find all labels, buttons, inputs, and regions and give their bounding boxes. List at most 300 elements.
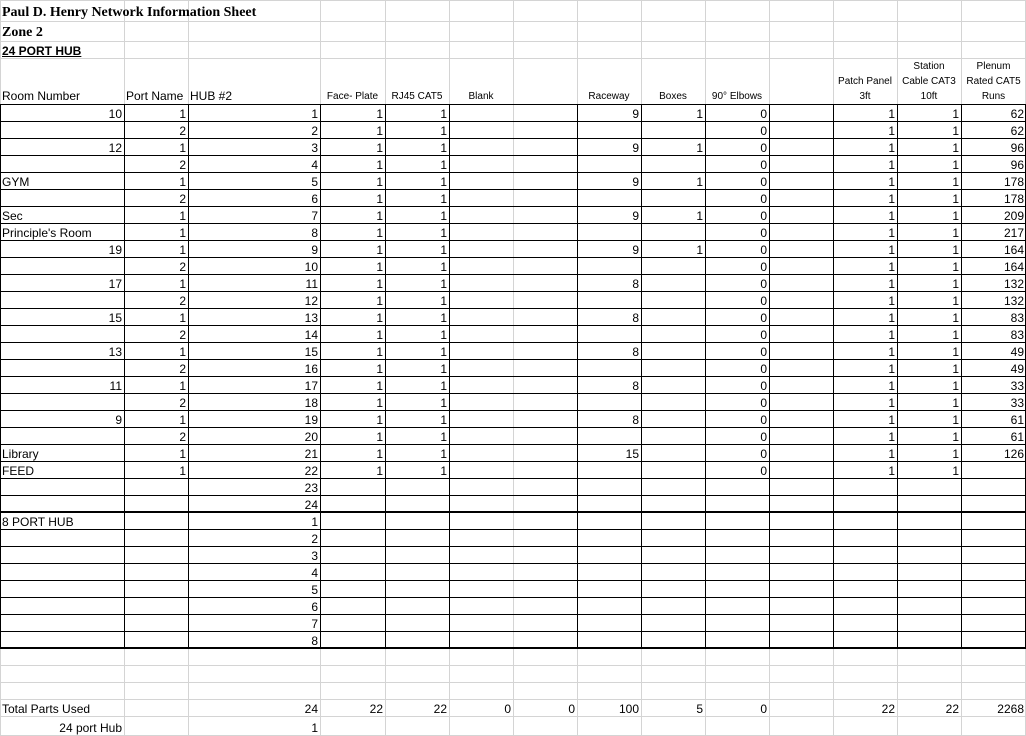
hub-port-cell[interactable]: 8 [311,226,318,240]
port-name-cell[interactable]: 1 [179,464,186,478]
plenum-cell[interactable]: 96 [1010,141,1024,155]
room-number-cell[interactable] [0,427,124,444]
rj45-cell[interactable]: 1 [440,243,447,257]
face-plate-cell[interactable]: 1 [376,464,383,478]
rj45-cell[interactable]: 1 [440,294,447,308]
hub-port-cell[interactable]: 2 [311,124,318,138]
port-name-cell[interactable]: 1 [179,311,186,325]
rj45-cell[interactable]: 1 [440,175,447,189]
raceway-cell[interactable] [577,461,641,478]
rj45-cell[interactable]: 1 [440,379,447,393]
elbows-cell[interactable]: 0 [760,362,767,376]
grid-line [0,597,1026,598]
face-plate-cell[interactable]: 1 [376,158,383,172]
station-cable-cell[interactable]: 1 [952,294,959,308]
plenum-cell[interactable]: 49 [1010,345,1024,359]
raceway-cell[interactable]: 9 [632,141,639,155]
room-number-cell[interactable]: 13 [108,345,122,359]
hub-port-cell[interactable]: 24 [304,498,318,512]
rj45-cell[interactable]: 1 [440,158,447,172]
room-number-cell[interactable] [0,393,124,410]
room-number-cell[interactable] [0,291,124,308]
station-cable-cell[interactable]: 1 [952,345,959,359]
boxes-cell[interactable]: 1 [696,141,703,155]
face-plate-cell[interactable] [320,495,385,512]
port-name-cell[interactable]: 1 [179,226,186,240]
header-boxes[interactable]: Boxes [659,91,687,102]
rj45-cell[interactable]: 1 [440,396,447,410]
sheet-title[interactable]: Paul D. Henry Network Information Sheet [2,5,257,20]
header-face-plate[interactable]: Face- Plate [326,91,379,102]
boxes-cell[interactable] [641,325,705,342]
plenum-cell[interactable]: 132 [1003,294,1024,308]
station-cable-cell[interactable] [897,478,961,495]
rj45-cell[interactable]: 1 [440,107,447,121]
port-name-cell[interactable]: 2 [179,260,186,274]
patch-panel-cell[interactable]: 1 [888,277,895,291]
boxes-cell[interactable] [641,291,705,308]
boxes-cell[interactable] [641,274,705,291]
hub-port-cell[interactable]: 9 [311,243,318,257]
patch-panel-cell[interactable]: 1 [888,311,895,325]
hub-port-cell[interactable]: 16 [304,362,318,376]
raceway-cell[interactable] [577,478,641,495]
hub8-port-cell[interactable]: 7 [311,617,318,631]
hub8-port-cell[interactable]: 5 [311,583,318,597]
patch-panel-cell[interactable]: 1 [888,396,895,410]
hub8-port-cell[interactable]: 1 [311,515,318,529]
room-number-cell[interactable] [0,325,124,342]
elbows-cell[interactable]: 0 [760,277,767,291]
total-blank-2[interactable]: 0 [568,702,575,716]
station-cable-cell[interactable]: 1 [952,362,959,376]
total-rj45[interactable]: 22 [433,702,447,716]
raceway-cell[interactable] [577,223,641,240]
room-number-cell[interactable] [0,121,124,138]
raceway-cell[interactable]: 8 [632,345,639,359]
station-cable-cell[interactable]: 1 [952,243,959,257]
station-cable-cell[interactable] [897,495,961,512]
raceway-cell[interactable]: 8 [632,277,639,291]
plenum-cell[interactable]: 33 [1010,396,1024,410]
total-patch-panel[interactable]: 22 [881,702,895,716]
elbows-cell[interactable]: 0 [760,413,767,427]
boxes-cell[interactable] [641,461,705,478]
plenum-cell[interactable]: 33 [1010,379,1024,393]
patch-panel-cell[interactable] [833,495,897,512]
hub-port-cell[interactable]: 7 [311,209,318,223]
room-number-cell[interactable]: 17 [108,277,122,291]
raceway-cell[interactable]: 8 [632,379,639,393]
raceway-cell[interactable] [577,325,641,342]
hub-port-cell[interactable]: 17 [304,379,318,393]
face-plate-cell[interactable]: 1 [376,175,383,189]
boxes-cell[interactable] [641,121,705,138]
patch-panel-cell[interactable]: 1 [888,158,895,172]
raceway-cell[interactable] [577,291,641,308]
port-name-cell[interactable]: 2 [179,124,186,138]
room-number-cell[interactable]: 12 [108,141,122,155]
elbows-cell[interactable]: 0 [760,328,767,342]
patch-panel-cell[interactable]: 1 [888,294,895,308]
station-cable-cell[interactable]: 1 [952,209,959,223]
face-plate-cell[interactable]: 1 [376,277,383,291]
total-plenum[interactable]: 2268 [997,702,1024,716]
boxes-cell[interactable]: 1 [696,209,703,223]
hub-count-value[interactable]: 1 [311,721,318,735]
hub-port-cell[interactable]: 11 [305,277,318,291]
elbows-cell[interactable]: 0 [760,396,767,410]
boxes-cell[interactable] [641,342,705,359]
rj45-cell[interactable]: 1 [440,209,447,223]
hub-port-cell[interactable]: 21 [304,447,318,461]
hub-port-cell[interactable]: 19 [304,413,318,427]
face-plate-cell[interactable]: 1 [376,379,383,393]
elbows-cell[interactable]: 0 [760,124,767,138]
patch-panel-cell[interactable]: 1 [888,175,895,189]
face-plate-cell[interactable]: 1 [376,345,383,359]
room-number-cell[interactable] [0,478,124,495]
header-rj45[interactable]: RJ45 CAT5 [391,91,443,102]
raceway-cell[interactable]: 8 [632,413,639,427]
raceway-cell[interactable] [577,121,641,138]
face-plate-cell[interactable]: 1 [376,447,383,461]
rj45-cell[interactable]: 1 [440,141,447,155]
rj45-cell[interactable]: 1 [440,192,447,206]
room-number-cell[interactable]: Library [2,447,39,461]
plenum-cell[interactable] [961,478,1026,495]
room-number-cell[interactable]: 15 [108,311,122,325]
plenum-cell[interactable]: 49 [1010,362,1024,376]
port-name-cell[interactable]: 1 [179,141,186,155]
boxes-cell[interactable] [641,478,705,495]
port-name-cell[interactable]: 1 [179,413,186,427]
rj45-cell[interactable]: 1 [440,447,447,461]
room-number-cell[interactable] [0,155,124,172]
hub8-port-cell[interactable]: 6 [311,600,318,614]
station-cable-cell[interactable]: 1 [952,226,959,240]
plenum-cell[interactable]: 83 [1010,328,1024,342]
patch-panel-cell[interactable]: 1 [888,362,895,376]
raceway-cell[interactable]: 8 [632,311,639,325]
patch-panel-cell[interactable]: 1 [888,447,895,461]
port-name-cell[interactable]: 2 [179,158,186,172]
zone-label[interactable]: Zone 2 [2,25,43,40]
hub-port-cell[interactable]: 18 [304,396,318,410]
face-plate-cell[interactable]: 1 [376,141,383,155]
port-name-cell[interactable]: 2 [179,328,186,342]
plenum-cell[interactable]: 83 [1010,311,1024,325]
raceway-cell[interactable]: 9 [632,243,639,257]
rj45-cell[interactable]: 1 [440,311,447,325]
elbows-cell[interactable]: 0 [760,311,767,325]
station-cable-cell[interactable]: 1 [952,260,959,274]
plenum-cell[interactable]: 132 [1003,277,1024,291]
rj45-cell[interactable]: 1 [440,362,447,376]
total-raceway[interactable]: 100 [618,702,639,716]
room-number-cell[interactable] [0,189,124,206]
plenum-cell[interactable] [961,495,1026,512]
room-number-cell[interactable]: GYM [2,175,30,189]
hub8-port-cell[interactable]: 4 [311,566,318,580]
plenum-cell[interactable]: 96 [1010,158,1024,172]
plenum-cell[interactable]: 217 [1003,226,1024,240]
face-plate-cell[interactable]: 1 [376,430,383,444]
hub8-port-cell[interactable]: 2 [311,532,318,546]
face-plate-cell[interactable]: 1 [376,311,383,325]
patch-panel-cell[interactable]: 1 [888,226,895,240]
port-name-cell[interactable]: 1 [179,379,186,393]
raceway-cell[interactable] [577,495,641,512]
boxes-cell[interactable] [641,444,705,461]
elbows-cell[interactable]: 0 [760,226,767,240]
rj45-cell[interactable]: 1 [440,413,447,427]
elbows-cell[interactable]: 0 [760,294,767,308]
patch-panel-cell[interactable]: 1 [888,379,895,393]
raceway-cell[interactable] [577,427,641,444]
boxes-cell[interactable] [641,155,705,172]
rj45-cell[interactable] [385,478,449,495]
patch-panel-cell[interactable]: 1 [888,464,895,478]
elbows-cell[interactable] [705,495,769,512]
total-elbows[interactable]: 0 [760,702,767,716]
room-number-cell[interactable]: 19 [108,243,122,257]
total-blank[interactable]: 0 [504,702,511,716]
header-raceway[interactable]: Raceway [588,91,630,102]
port-name-cell[interactable]: 2 [179,430,186,444]
hub-port-cell[interactable]: 3 [311,141,318,155]
hub-port-cell[interactable]: 14 [304,328,318,342]
room-number-cell[interactable]: 10 [108,107,122,121]
plenum-cell[interactable]: 126 [1003,447,1024,461]
raceway-cell[interactable] [577,359,641,376]
hub-port-cell[interactable]: 4 [311,158,318,172]
header-elbows[interactable]: 90° Elbows [711,91,763,102]
elbows-cell[interactable]: 0 [760,175,767,189]
port-name-cell[interactable]: 1 [179,243,186,257]
hub-port-cell[interactable]: 12 [304,294,318,308]
face-plate-cell[interactable] [320,478,385,495]
plenum-cell[interactable]: 61 [1010,413,1024,427]
elbows-cell[interactable] [705,478,769,495]
boxes-cell[interactable] [641,189,705,206]
rj45-cell[interactable] [385,495,449,512]
boxes-cell[interactable]: 1 [696,175,703,189]
elbows-cell[interactable]: 0 [760,379,767,393]
hub-port-cell[interactable]: 13 [304,311,318,325]
patch-panel-cell[interactable]: 1 [888,192,895,206]
patch-panel-cell[interactable]: 1 [888,209,895,223]
total-face-plate[interactable]: 22 [369,702,383,716]
station-cable-cell[interactable]: 1 [952,379,959,393]
patch-panel-cell[interactable]: 1 [888,141,895,155]
raceway-cell[interactable] [577,189,641,206]
header-blank[interactable]: Blank [468,91,494,102]
rj45-cell[interactable]: 1 [440,277,447,291]
port-name-cell[interactable]: 1 [179,277,186,291]
header-room-number[interactable]: Room Number [2,89,81,103]
header-port-name[interactable]: Port Name [126,89,184,103]
port-name-cell[interactable]: 1 [179,175,186,189]
patch-panel-cell[interactable]: 1 [888,243,895,257]
rj45-cell[interactable]: 1 [440,430,447,444]
face-plate-cell[interactable]: 1 [376,107,383,121]
patch-panel-cell[interactable]: 1 [888,345,895,359]
face-plate-cell[interactable]: 1 [376,243,383,257]
plenum-cell[interactable]: 209 [1003,209,1024,223]
station-cable-cell[interactable]: 1 [952,464,959,478]
plenum-cell[interactable]: 164 [1003,243,1024,257]
patch-panel-cell[interactable] [833,478,897,495]
room-number-cell[interactable] [0,257,124,274]
face-plate-cell[interactable]: 1 [376,192,383,206]
face-plate-cell[interactable]: 1 [376,209,383,223]
station-cable-cell[interactable]: 1 [952,396,959,410]
boxes-cell[interactable] [641,223,705,240]
port-name-cell[interactable] [124,495,188,512]
rj45-cell[interactable]: 1 [440,226,447,240]
port-name-cell[interactable]: 1 [179,209,186,223]
plenum-cell[interactable]: 61 [1010,430,1024,444]
plenum-cell[interactable]: 62 [1010,107,1024,121]
face-plate-cell[interactable]: 1 [376,124,383,138]
hub-port-cell[interactable]: 15 [304,345,318,359]
port-name-cell[interactable]: 2 [179,362,186,376]
hub-port-cell[interactable]: 20 [304,430,318,444]
elbows-cell[interactable]: 0 [760,209,767,223]
plenum-cell[interactable]: 62 [1010,124,1024,138]
port-name-cell[interactable] [124,478,188,495]
face-plate-cell[interactable]: 1 [376,413,383,427]
room-number-cell[interactable] [0,495,124,512]
station-cable-cell[interactable]: 1 [952,277,959,291]
hub-port-cell[interactable]: 10 [304,260,318,274]
hub-port-cell[interactable]: 22 [304,464,318,478]
rj45-cell[interactable]: 1 [440,328,447,342]
station-cable-cell[interactable]: 1 [952,447,959,461]
boxes-cell[interactable] [641,376,705,393]
boxes-cell[interactable] [641,393,705,410]
station-cable-cell[interactable]: 1 [952,124,959,138]
hub8-port-cell[interactable]: 3 [311,549,318,563]
room-number-cell[interactable]: Sec [2,209,23,223]
elbows-cell[interactable]: 0 [760,192,767,206]
header-hub[interactable]: HUB #2 [190,89,233,103]
section-24-port-hub[interactable]: 24 PORT HUB [2,44,82,58]
elbows-cell[interactable]: 0 [760,243,767,257]
port-name-cell[interactable]: 2 [179,396,186,410]
hub-port-cell[interactable]: 6 [311,192,318,206]
raceway-cell[interactable]: 9 [632,175,639,189]
rj45-cell[interactable]: 1 [440,260,447,274]
elbows-cell[interactable]: 0 [760,447,767,461]
patch-panel-cell[interactable]: 1 [888,124,895,138]
port-name-cell[interactable]: 2 [179,294,186,308]
elbows-cell[interactable]: 0 [760,158,767,172]
section-8-port-hub[interactable]: 8 PORT HUB [2,515,74,529]
boxes-cell[interactable]: 1 [696,243,703,257]
total-boxes[interactable]: 5 [696,702,703,716]
patch-panel-cell[interactable]: 1 [888,413,895,427]
room-number-cell[interactable]: FEED [2,464,35,478]
port-name-cell[interactable]: 2 [179,192,186,206]
room-number-cell[interactable]: Principle's Room [2,226,92,240]
elbows-cell[interactable]: 0 [760,107,767,121]
hub-port-cell[interactable]: 1 [311,107,318,121]
plenum-cell[interactable]: 178 [1003,192,1024,206]
port-name-cell[interactable]: 1 [179,345,186,359]
station-cable-cell[interactable]: 1 [952,158,959,172]
patch-panel-cell[interactable]: 1 [888,430,895,444]
port-name-cell[interactable]: 1 [179,107,186,121]
hub8-port-cell[interactable]: 8 [311,634,318,648]
plenum-cell[interactable]: 178 [1003,175,1024,189]
face-plate-cell[interactable]: 1 [376,226,383,240]
patch-panel-cell[interactable]: 1 [888,328,895,342]
boxes-cell[interactable] [641,410,705,427]
total-hub[interactable]: 24 [304,702,318,716]
elbows-cell[interactable]: 0 [760,141,767,155]
patch-panel-cell[interactable]: 1 [888,107,895,121]
raceway-cell[interactable]: 9 [632,209,639,223]
boxes-cell[interactable] [641,257,705,274]
raceway-cell[interactable]: 15 [625,447,639,461]
plenum-cell[interactable]: 164 [1003,260,1024,274]
elbows-cell[interactable]: 0 [760,260,767,274]
station-cable-cell[interactable]: 1 [952,192,959,206]
hub-port-cell[interactable]: 5 [311,175,318,189]
rj45-cell[interactable]: 1 [440,345,447,359]
station-cable-cell[interactable]: 1 [952,328,959,342]
room-number-cell[interactable]: 11 [109,379,122,393]
boxes-cell[interactable] [641,359,705,376]
totals-label[interactable]: Total Parts Used [2,702,91,716]
face-plate-cell[interactable]: 1 [376,328,383,342]
boxes-cell[interactable] [641,427,705,444]
face-plate-cell[interactable]: 1 [376,294,383,308]
face-plate-cell[interactable]: 1 [376,362,383,376]
elbows-cell[interactable]: 0 [760,345,767,359]
plenum-cell[interactable] [961,461,1026,478]
station-cable-cell[interactable]: 1 [952,141,959,155]
boxes-cell[interactable] [641,308,705,325]
patch-panel-cell[interactable]: 1 [888,260,895,274]
face-plate-cell[interactable]: 1 [376,260,383,274]
station-cable-cell[interactable]: 1 [952,430,959,444]
elbows-cell[interactable]: 0 [760,464,767,478]
total-station-cable[interactable]: 22 [945,702,959,716]
station-cable-cell[interactable]: 1 [952,311,959,325]
boxes-cell[interactable] [641,495,705,512]
elbows-cell[interactable]: 0 [760,430,767,444]
station-cable-cell[interactable]: 1 [952,413,959,427]
raceway-cell[interactable]: 9 [632,107,639,121]
face-plate-cell[interactable]: 1 [376,396,383,410]
station-cable-cell[interactable]: 1 [952,107,959,121]
raceway-cell[interactable] [577,393,641,410]
raceway-cell[interactable] [577,155,641,172]
station-cable-cell[interactable]: 1 [952,175,959,189]
port-name-cell[interactable]: 1 [179,447,186,461]
room-number-cell[interactable]: 9 [115,413,122,427]
hub-count-label[interactable]: 24 port Hub [59,721,122,735]
rj45-cell[interactable]: 1 [440,124,447,138]
room-number-cell[interactable] [0,359,124,376]
boxes-cell[interactable]: 1 [696,107,703,121]
rj45-cell[interactable]: 1 [440,464,447,478]
raceway-cell[interactable] [577,257,641,274]
hub-port-cell[interactable]: 23 [304,481,318,495]
